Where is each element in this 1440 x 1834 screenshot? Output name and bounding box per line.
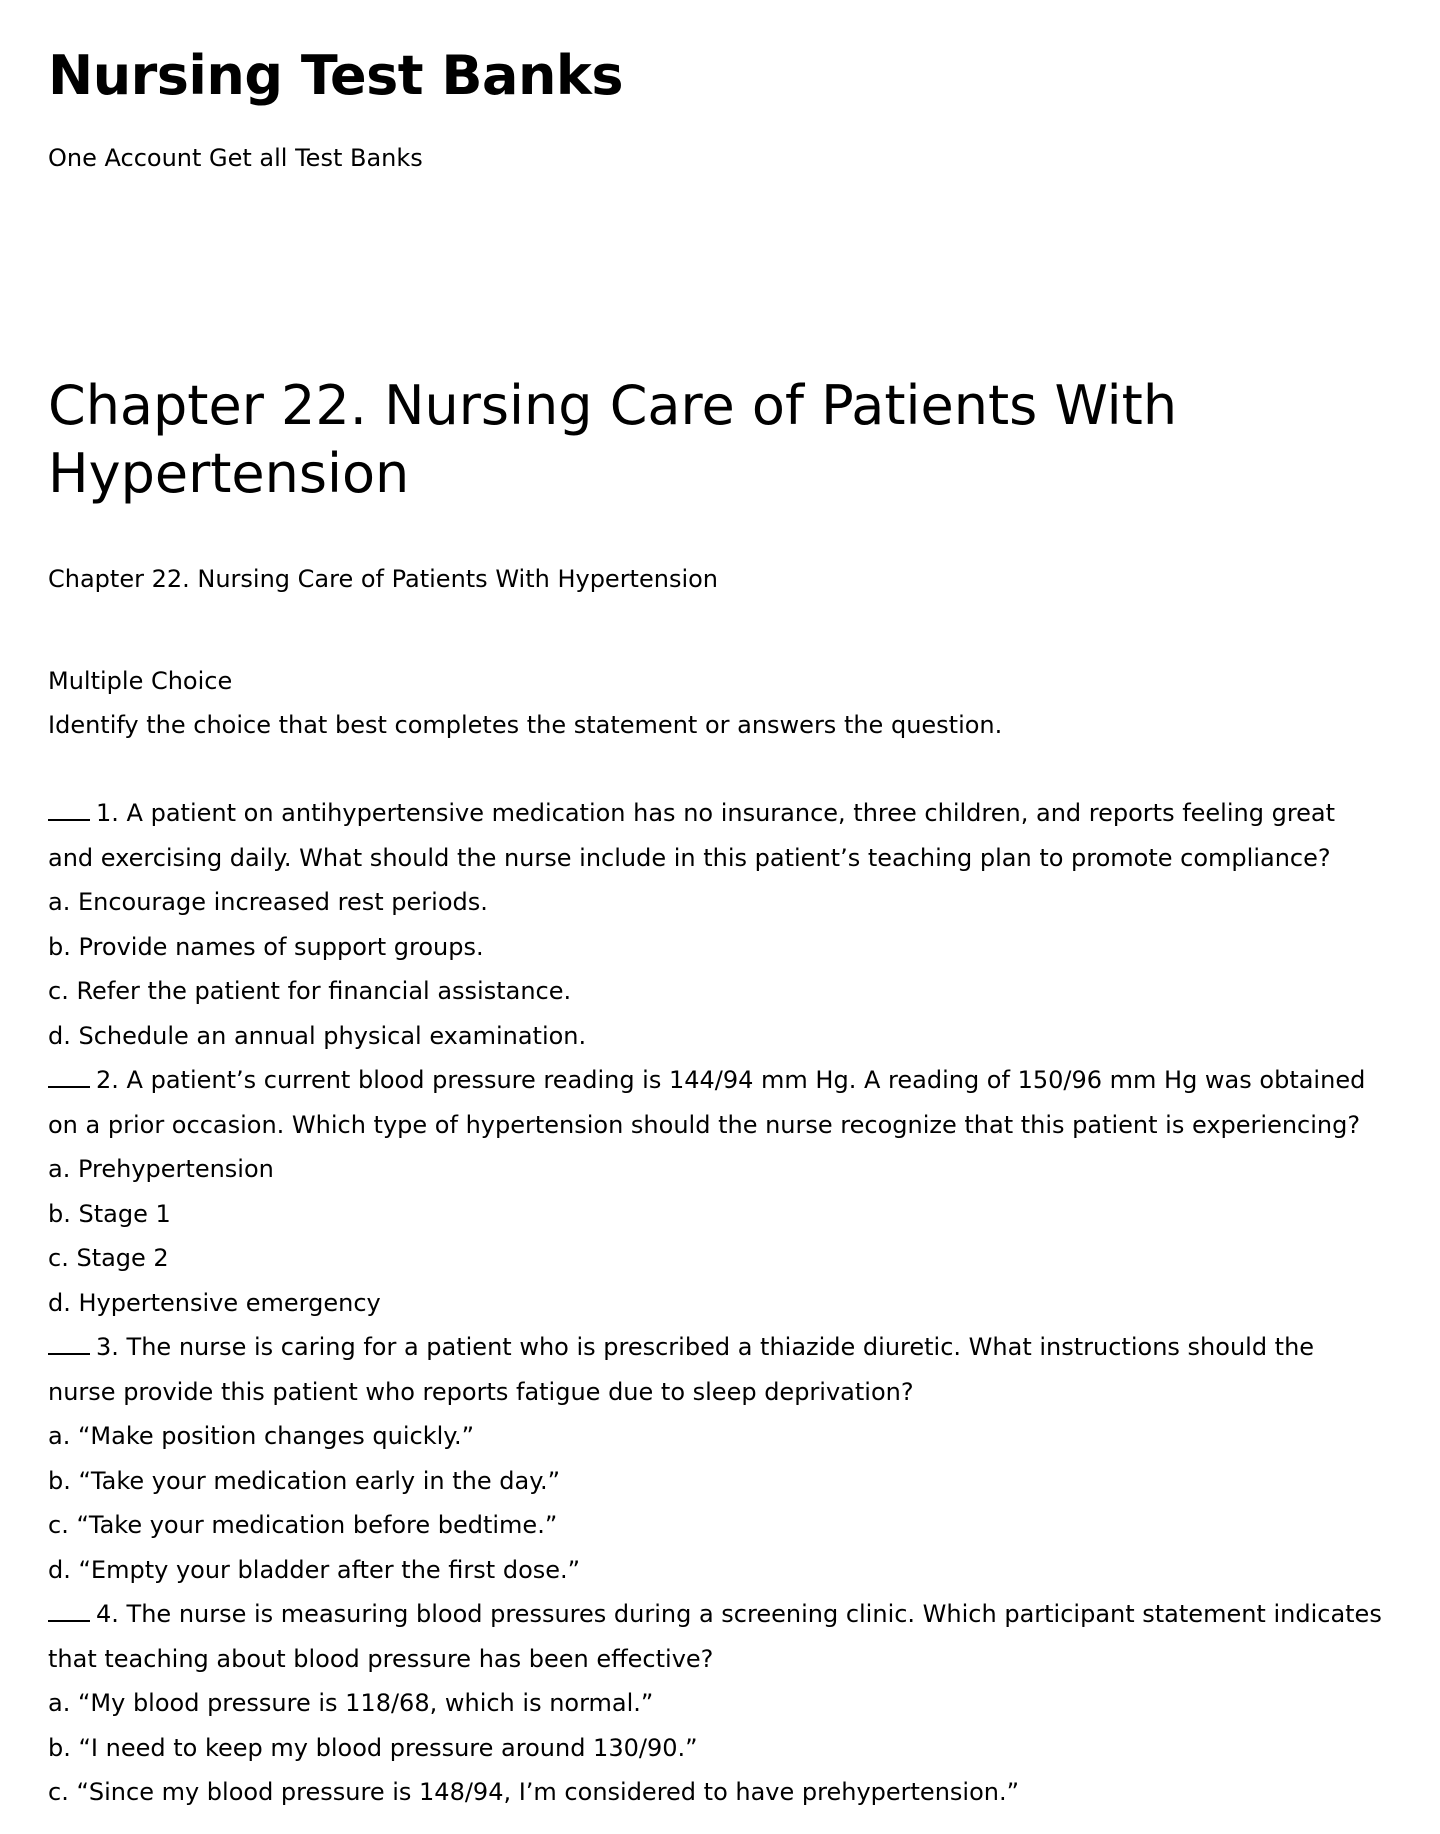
option-d: d. “Empty your bladder after the first dose.” [48,1555,581,1584]
option-d: d. Hypertensive emergency [48,1288,381,1317]
question-2 [48,1058,1418,1325]
chapter-heading-line1: Chapter 22. Nursing Care of Patients With [48,374,1178,437]
option-c: c. “Take your medication before bedtime.” [48,1511,558,1539]
question-text: The nurse is caring for a patient who is prescribed a thiazide diuretic. What instructions should the [126,1333,1315,1361]
question-text-cont: that teaching about blood pressure has been effective? [48,1644,714,1673]
chapter-subtitle: Chapter 22. Nursing Care of Patients With Hypertension [48,565,719,593]
question-1 [48,791,1418,1058]
section-type: Multiple Choice [48,667,233,695]
option-a: a. “Make position changes quickly.” [48,1422,475,1450]
question-text: A patient’s current blood pressure reading is 144/94 mm Hg. A reading of 150/96 mm Hg was obtained [126,1066,1366,1094]
question-text-cont: nurse provide this patient who reports fatigue due to sleep deprivation? [48,1377,914,1406]
option-a: a. “My blood pressure is 118/68, which is normal.” [48,1689,654,1717]
question-number: 4. [96,1600,119,1628]
option-c: c. “Since my blood pressure is 148/94, I’m considered to have prehypertension.” [48,1778,1020,1806]
option-b: b. “I need to keep my blood pressure around 130/90.” [48,1733,698,1762]
question-text: The nurse is measuring blood pressures during a screening clinic. Which participant statement indicates [126,1600,1382,1628]
section-header [48,659,1002,747]
answer-blank [48,1064,90,1088]
question-list [48,791,1418,1815]
option-c: c. Refer the patient for financial assistance. [48,977,572,1005]
option-b: b. “Take your medication early in the day.” [48,1466,561,1495]
site-tagline: One Account Get all Test Banks [48,144,423,172]
question-3 [48,1325,1418,1592]
answer-blank [48,797,90,821]
option-b: b. Provide names of support groups. [48,932,484,961]
question-4 [48,1592,1418,1815]
option-a: a. Encourage increased rest periods. [48,888,488,916]
question-number: 3. [96,1333,119,1361]
question-text-cont: on a prior occasion. Which type of hypertension should the nurse recognize that this patient is experiencing? [48,1110,1361,1139]
option-b: b. Stage 1 [48,1199,171,1228]
question-text-cont: and exercising daily. What should the nurse include in this patient’s teaching plan to promote compliance? [48,843,1331,872]
chapter-heading-line2: Hypertension [48,442,410,505]
answer-blank [48,1331,90,1355]
answer-blank [48,1598,90,1622]
option-c: c. Stage 2 [48,1244,169,1272]
site-title: Nursing Test Banks [48,44,623,107]
section-instructions: Identify the choice that best completes the statement or answers the question. [48,711,1003,739]
option-a: a. Prehypertension [48,1155,274,1183]
question-number: 2. [96,1066,119,1094]
option-d: d. Schedule an annual physical examination. [48,1021,587,1050]
question-text: A patient on antihypertensive medication has no insurance, three children, and reports feeling great [126,799,1336,827]
chapter-heading [48,372,1348,508]
question-number: 1. [96,799,119,827]
